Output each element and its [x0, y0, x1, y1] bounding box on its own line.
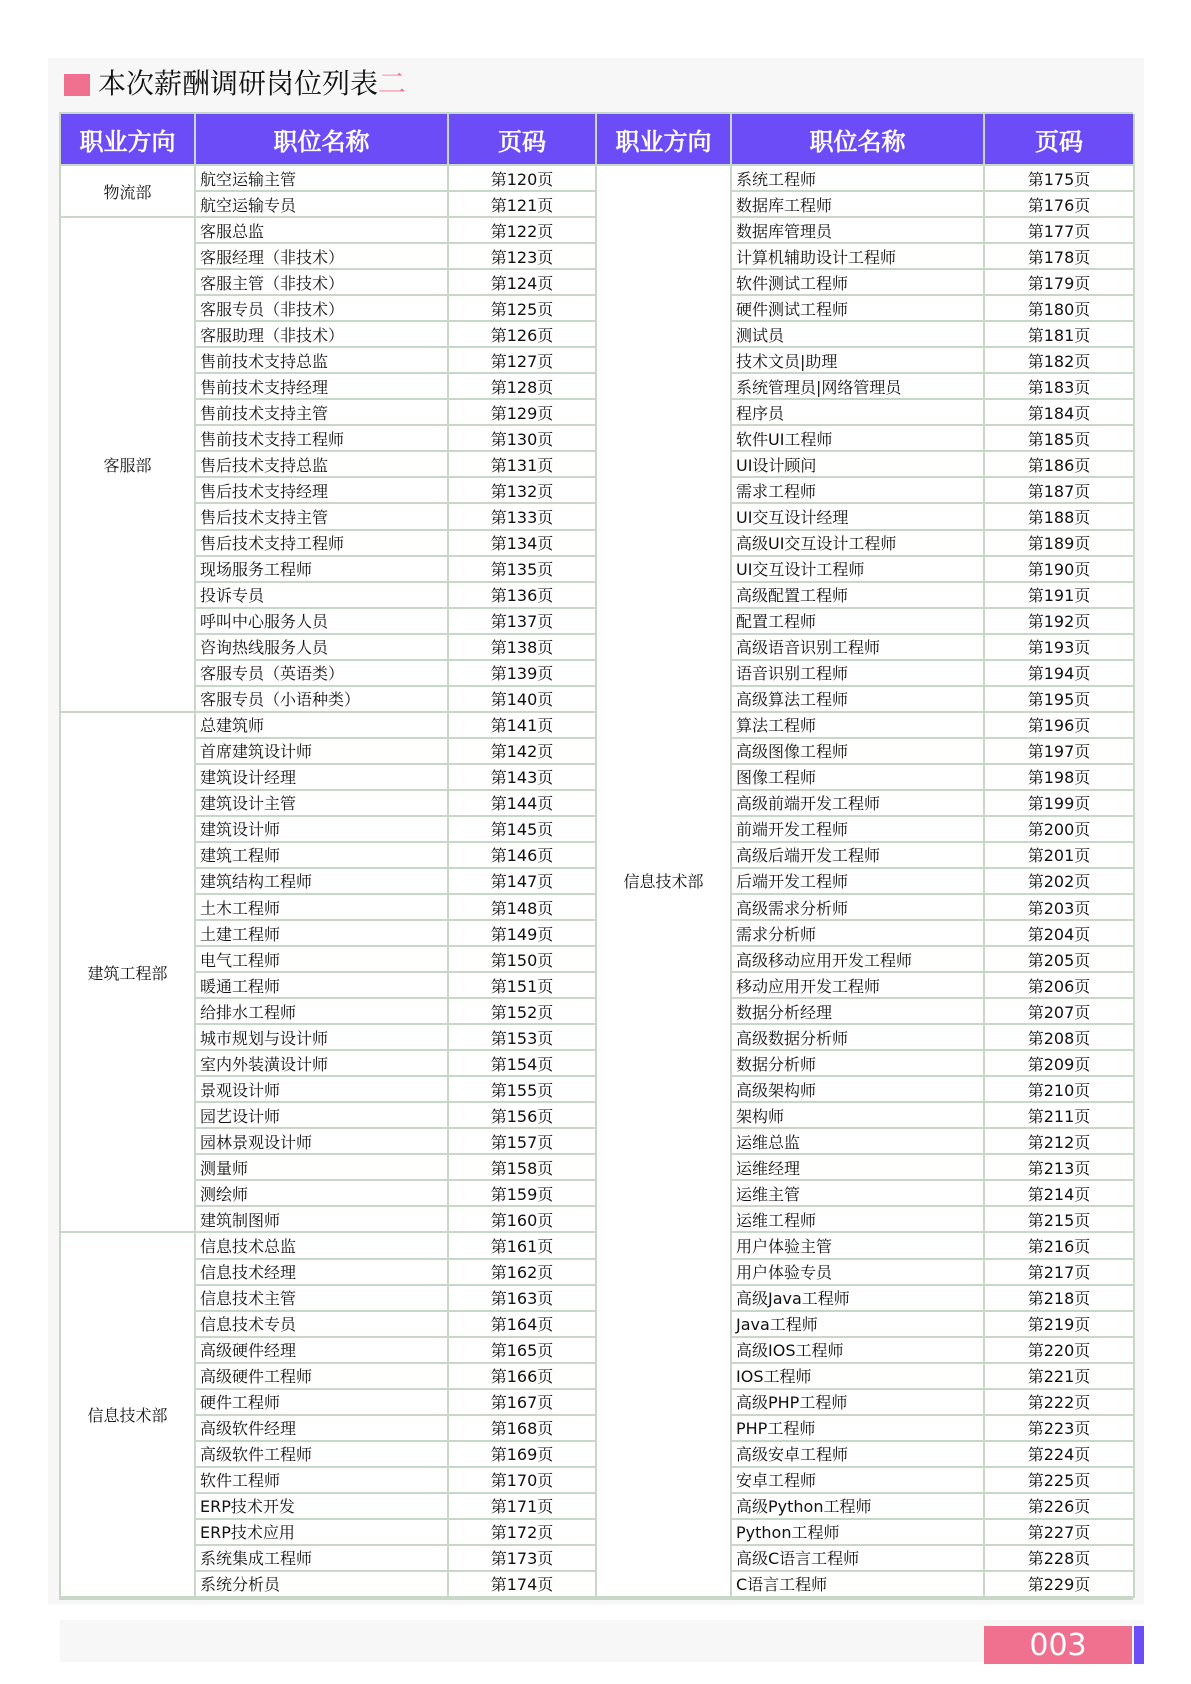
position-name-cell: 客服助理（非技术） — [196, 322, 449, 348]
page-number-cell: 第216页 — [985, 1233, 1135, 1259]
page-number-cell: 第229页 — [985, 1572, 1135, 1598]
position-name-cell: 售前技术支持工程师 — [196, 426, 449, 452]
position-name-cell: 航空运输主管 — [196, 166, 449, 192]
page-number-cell: 第126页 — [449, 322, 597, 348]
position-name-cell: 安卓工程师 — [732, 1468, 985, 1494]
position-name-cell: 客服专员（英语类） — [196, 661, 449, 687]
page-number-cell: 第184页 — [985, 400, 1135, 426]
position-name-cell: 信息技术经理 — [196, 1260, 449, 1286]
position-name-cell: 测试员 — [732, 322, 985, 348]
position-name-cell: 投诉专员 — [196, 583, 449, 609]
position-name-cell: 客服总监 — [196, 218, 449, 244]
page-number-cell: 第227页 — [985, 1520, 1135, 1546]
page-number-cell: 第192页 — [985, 609, 1135, 635]
page-number-cell: 第151页 — [449, 973, 597, 999]
page-number-cell: 第142页 — [449, 739, 597, 765]
page-number-cell: 第212页 — [985, 1129, 1135, 1155]
position-name-cell: 园林景观设计师 — [196, 1129, 449, 1155]
department-cell: 物流部 — [61, 166, 196, 218]
position-name-cell: 高级配置工程师 — [732, 583, 985, 609]
page-number-cell: 第141页 — [449, 713, 597, 739]
position-name-cell: 客服主管（非技术） — [196, 270, 449, 296]
position-name-cell: 售前技术支持经理 — [196, 374, 449, 400]
position-name-cell: 运维总监 — [732, 1129, 985, 1155]
page-number-cell: 第165页 — [449, 1338, 597, 1364]
page-number-cell: 第157页 — [449, 1129, 597, 1155]
position-name-cell: 售后技术支持工程师 — [196, 531, 449, 557]
position-name-cell: 高级需求分析师 — [732, 895, 985, 921]
page-number-cell: 第150页 — [449, 947, 597, 973]
page-number-cell: 第135页 — [449, 557, 597, 583]
page-number-cell: 第160页 — [449, 1207, 597, 1233]
page-number-cell: 第136页 — [449, 583, 597, 609]
page-number-cell: 第161页 — [449, 1233, 597, 1259]
position-name-cell: 算法工程师 — [732, 713, 985, 739]
page-number-cell: 第179页 — [985, 270, 1135, 296]
position-name-cell: 计算机辅助设计工程师 — [732, 244, 985, 270]
position-name-cell: 系统分析员 — [196, 1572, 449, 1598]
position-name-cell: 高级软件工程师 — [196, 1442, 449, 1468]
title-main: 本次薪酬调研岗位列表 — [98, 67, 379, 100]
title-accent: 二 — [378, 67, 407, 100]
position-name-cell: 数据库管理员 — [732, 218, 985, 244]
page-number-cell: 第127页 — [449, 348, 597, 374]
position-name-cell: 高级硬件经理 — [196, 1338, 449, 1364]
position-name-cell: Python工程师 — [732, 1520, 985, 1546]
page-number-cell: 第206页 — [985, 973, 1135, 999]
position-name-cell: 数据分析师 — [732, 1051, 985, 1077]
page-number-cell: 第187页 — [985, 478, 1135, 504]
page-number-cell: 第172页 — [449, 1520, 597, 1546]
position-name-cell: 高级前端开发工程师 — [732, 791, 985, 817]
position-name-cell: 售后技术支持主管 — [196, 504, 449, 530]
position-name-cell: 高级Java工程师 — [732, 1286, 985, 1312]
position-name-cell: 城市规划与设计师 — [196, 1025, 449, 1051]
position-name-cell: 运维经理 — [732, 1155, 985, 1181]
position-name-cell: 需求工程师 — [732, 478, 985, 504]
position-name-cell: 移动应用开发工程师 — [732, 973, 985, 999]
page-number-cell: 第194页 — [985, 661, 1135, 687]
position-name-cell: 现场服务工程师 — [196, 557, 449, 583]
page-number-cell: 第159页 — [449, 1181, 597, 1207]
page-number-cell: 第152页 — [449, 999, 597, 1025]
page-number-cell: 第153页 — [449, 1025, 597, 1051]
position-name-cell: IOS工程师 — [732, 1364, 985, 1390]
page-number-cell: 第132页 — [449, 478, 597, 504]
position-name-cell: UI设计顾问 — [732, 452, 985, 478]
page-number-cell: 第214页 — [985, 1181, 1135, 1207]
page-number-cell: 第202页 — [985, 869, 1135, 895]
page-number-cell: 第188页 — [985, 504, 1135, 530]
page-number-cell: 第210页 — [985, 1077, 1135, 1103]
position-name-cell: 技术文员|助理 — [732, 348, 985, 374]
title-marker — [64, 74, 90, 96]
position-name-cell: 高级移动应用开发工程师 — [732, 947, 985, 973]
page-number-cell: 第168页 — [449, 1416, 597, 1442]
page-number-cell: 第162页 — [449, 1260, 597, 1286]
page-number-cell: 第174页 — [449, 1572, 597, 1598]
page-number-cell: 第133页 — [449, 504, 597, 530]
position-name-cell: 高级架构师 — [732, 1077, 985, 1103]
position-name-cell: 测量师 — [196, 1155, 449, 1181]
page-number-cell: 第207页 — [985, 999, 1135, 1025]
page-number-cell: 第217页 — [985, 1260, 1135, 1286]
page-number-cell: 第178页 — [985, 244, 1135, 270]
position-name-cell: PHP工程师 — [732, 1416, 985, 1442]
page-number-cell: 第121页 — [449, 192, 597, 218]
position-name-cell: 语音识别工程师 — [732, 661, 985, 687]
position-name-cell: UI交互设计经理 — [732, 504, 985, 530]
page-number-cell: 第228页 — [985, 1546, 1135, 1572]
position-name-cell: 航空运输专员 — [196, 192, 449, 218]
page-number-cell: 第196页 — [985, 713, 1135, 739]
page-number-cell: 第148页 — [449, 895, 597, 921]
page-number-cell: 第175页 — [985, 166, 1135, 192]
position-name-cell: 高级Python工程师 — [732, 1494, 985, 1520]
page-number-cell: 第155页 — [449, 1077, 597, 1103]
position-name-cell: C语言工程师 — [732, 1572, 985, 1598]
page-number-cell: 第195页 — [985, 687, 1135, 713]
page-number-cell: 第219页 — [985, 1312, 1135, 1338]
position-name-cell: UI交互设计工程师 — [732, 557, 985, 583]
page-number-cell: 第154页 — [449, 1051, 597, 1077]
page-number-cell: 第213页 — [985, 1155, 1135, 1181]
page-number-cell: 第189页 — [985, 531, 1135, 557]
position-name-cell: 前端开发工程师 — [732, 817, 985, 843]
position-name-cell: 硬件测试工程师 — [732, 296, 985, 322]
page-number-cell: 第205页 — [985, 947, 1135, 973]
page-number-cell: 第137页 — [449, 609, 597, 635]
position-name-cell: 建筑制图师 — [196, 1207, 449, 1233]
page-number-cell: 第120页 — [449, 166, 597, 192]
page-number-cell: 第139页 — [449, 661, 597, 687]
page-number-cell: 第145页 — [449, 817, 597, 843]
position-name-cell: 系统管理员|网络管理员 — [732, 374, 985, 400]
page-number-cell: 第171页 — [449, 1494, 597, 1520]
page-number-cell: 第209页 — [985, 1051, 1135, 1077]
page-number-cell: 第224页 — [985, 1442, 1135, 1468]
position-name-cell: 软件工程师 — [196, 1468, 449, 1494]
page-number-cell: 第176页 — [985, 192, 1135, 218]
page-number-cell: 第129页 — [449, 400, 597, 426]
page-number-cell: 第208页 — [985, 1025, 1135, 1051]
position-name-cell: 建筑设计主管 — [196, 791, 449, 817]
header-direction-right: 职业方向 — [597, 114, 732, 166]
position-name-cell: 咨询热线服务人员 — [196, 635, 449, 661]
header-direction-left: 职业方向 — [61, 114, 196, 166]
position-name-cell: 总建筑师 — [196, 713, 449, 739]
position-name-cell: 建筑结构工程师 — [196, 869, 449, 895]
page-number-cell: 第226页 — [985, 1494, 1135, 1520]
page-number-cell: 第173页 — [449, 1546, 597, 1572]
position-name-cell: 图像工程师 — [732, 765, 985, 791]
position-name-cell: 电气工程师 — [196, 947, 449, 973]
position-name-cell: ERP技术应用 — [196, 1520, 449, 1546]
position-name-cell: 硬件工程师 — [196, 1390, 449, 1416]
page-number-cell: 第183页 — [985, 374, 1135, 400]
position-name-cell: 室内外装潢设计师 — [196, 1051, 449, 1077]
position-name-cell: 高级PHP工程师 — [732, 1390, 985, 1416]
page-number-cell: 第124页 — [449, 270, 597, 296]
page-number-cell: 第218页 — [985, 1286, 1135, 1312]
page-number-cell: 第181页 — [985, 322, 1135, 348]
position-name-cell: 数据库工程师 — [732, 192, 985, 218]
page-number-cell: 第144页 — [449, 791, 597, 817]
position-name-cell: 售前技术支持主管 — [196, 400, 449, 426]
page-number-cell: 第164页 — [449, 1312, 597, 1338]
page-number-cell: 第215页 — [985, 1207, 1135, 1233]
page-number-cell: 第170页 — [449, 1468, 597, 1494]
page-number-cell: 第200页 — [985, 817, 1135, 843]
page-number-cell: 第147页 — [449, 869, 597, 895]
position-name-cell: 数据分析经理 — [732, 999, 985, 1025]
position-name-cell: 给排水工程师 — [196, 999, 449, 1025]
position-name-cell: 运维工程师 — [732, 1207, 985, 1233]
header-page-right: 页码 — [985, 114, 1135, 166]
position-name-cell: 需求分析师 — [732, 921, 985, 947]
page-badge-edge — [1134, 1626, 1144, 1664]
page-number-cell: 第225页 — [985, 1468, 1135, 1494]
position-name-cell: 客服经理（非技术） — [196, 244, 449, 270]
position-name-cell: 客服专员（小语种类） — [196, 687, 449, 713]
page-number-cell: 第143页 — [449, 765, 597, 791]
position-name-cell: 高级硬件工程师 — [196, 1364, 449, 1390]
position-name-cell: 软件测试工程师 — [732, 270, 985, 296]
department-cell: 信息技术部 — [597, 166, 732, 1598]
position-name-cell: 运维主管 — [732, 1181, 985, 1207]
page-number-cell: 第190页 — [985, 557, 1135, 583]
position-name-cell: 高级安卓工程师 — [732, 1442, 985, 1468]
page-title — [98, 64, 406, 104]
page-number-cell: 第166页 — [449, 1364, 597, 1390]
position-name-cell: 高级IOS工程师 — [732, 1338, 985, 1364]
position-name-cell: 暖通工程师 — [196, 973, 449, 999]
position-name-cell: 园艺设计师 — [196, 1103, 449, 1129]
position-name-cell: 信息技术总监 — [196, 1233, 449, 1259]
page-number-cell: 第149页 — [449, 921, 597, 947]
department-cell: 信息技术部 — [61, 1233, 196, 1598]
position-name-cell: 客服专员（非技术） — [196, 296, 449, 322]
page-number-cell: 第220页 — [985, 1338, 1135, 1364]
position-name-cell: 高级数据分析师 — [732, 1025, 985, 1051]
page-number-cell: 第169页 — [449, 1442, 597, 1468]
page-number-cell: 第204页 — [985, 921, 1135, 947]
page-number-cell: 第125页 — [449, 296, 597, 322]
position-name-cell: 架构师 — [732, 1103, 985, 1129]
position-name-cell: 呼叫中心服务人员 — [196, 609, 449, 635]
position-name-cell: 土木工程师 — [196, 895, 449, 921]
position-name-cell: 软件UI工程师 — [732, 426, 985, 452]
page-number-cell: 第146页 — [449, 843, 597, 869]
position-name-cell: 信息技术主管 — [196, 1286, 449, 1312]
position-name-cell: 土建工程师 — [196, 921, 449, 947]
position-name-cell: 景观设计师 — [196, 1077, 449, 1103]
position-name-cell: 建筑设计经理 — [196, 765, 449, 791]
page-number-cell: 第167页 — [449, 1390, 597, 1416]
position-name-cell: 高级后端开发工程师 — [732, 843, 985, 869]
page-number-cell: 第221页 — [985, 1364, 1135, 1390]
position-table — [59, 112, 1133, 1600]
position-name-cell: 高级C语言工程师 — [732, 1546, 985, 1572]
position-name-cell: 售后技术支持总监 — [196, 452, 449, 478]
page-number-cell: 第140页 — [449, 687, 597, 713]
position-name-cell: 测绘师 — [196, 1181, 449, 1207]
page-number-cell: 第185页 — [985, 426, 1135, 452]
page-number-cell: 第186页 — [985, 452, 1135, 478]
position-name-cell: 配置工程师 — [732, 609, 985, 635]
department-cell: 建筑工程部 — [61, 713, 196, 1234]
department-cell: 客服部 — [61, 218, 196, 713]
page-number-cell: 第182页 — [985, 348, 1135, 374]
page-number-cell: 第201页 — [985, 843, 1135, 869]
page-number-cell: 第191页 — [985, 583, 1135, 609]
page-number-cell: 第123页 — [449, 244, 597, 270]
page-number-cell: 第193页 — [985, 635, 1135, 661]
position-name-cell: 高级语音识别工程师 — [732, 635, 985, 661]
header-page-left: 页码 — [449, 114, 597, 166]
page-number-cell: 第223页 — [985, 1416, 1135, 1442]
position-name-cell: 系统工程师 — [732, 166, 985, 192]
page-number-cell: 第158页 — [449, 1155, 597, 1181]
position-name-cell: 首席建筑设计师 — [196, 739, 449, 765]
position-name-cell: 建筑工程师 — [196, 843, 449, 869]
page-number-badge: 003 — [984, 1626, 1132, 1664]
position-name-cell: 高级软件经理 — [196, 1416, 449, 1442]
page-number-cell: 第134页 — [449, 531, 597, 557]
position-name-cell: 高级图像工程师 — [732, 739, 985, 765]
header-position-right: 职位名称 — [732, 114, 985, 166]
position-name-cell: Java工程师 — [732, 1312, 985, 1338]
position-name-cell: 高级UI交互设计工程师 — [732, 531, 985, 557]
page-number-cell: 第122页 — [449, 218, 597, 244]
header-position-left: 职位名称 — [196, 114, 449, 166]
page-number-cell: 第180页 — [985, 296, 1135, 322]
page-number-cell: 第138页 — [449, 635, 597, 661]
position-name-cell: 售后技术支持经理 — [196, 478, 449, 504]
page-number-cell: 第128页 — [449, 374, 597, 400]
position-name-cell: 系统集成工程师 — [196, 1546, 449, 1572]
page-number-cell: 第156页 — [449, 1103, 597, 1129]
page-number-cell: 第203页 — [985, 895, 1135, 921]
page-number-cell: 第131页 — [449, 452, 597, 478]
position-name-cell: 程序员 — [732, 400, 985, 426]
position-name-cell: ERP技术开发 — [196, 1494, 449, 1520]
position-name-cell: 用户体验专员 — [732, 1260, 985, 1286]
position-name-cell: 高级算法工程师 — [732, 687, 985, 713]
position-name-cell: 后端开发工程师 — [732, 869, 985, 895]
page-number-cell: 第130页 — [449, 426, 597, 452]
position-name-cell: 信息技术专员 — [196, 1312, 449, 1338]
page-number-cell: 第163页 — [449, 1286, 597, 1312]
page-number-cell: 第177页 — [985, 218, 1135, 244]
page-number-cell: 第222页 — [985, 1390, 1135, 1416]
footer-band — [60, 1620, 1144, 1662]
page-number-cell: 第198页 — [985, 765, 1135, 791]
page-number-cell: 第211页 — [985, 1103, 1135, 1129]
position-name-cell: 用户体验主管 — [732, 1233, 985, 1259]
page-number-cell: 第197页 — [985, 739, 1135, 765]
position-name-cell: 建筑设计师 — [196, 817, 449, 843]
page-number-cell: 第199页 — [985, 791, 1135, 817]
position-name-cell: 售前技术支持总监 — [196, 348, 449, 374]
